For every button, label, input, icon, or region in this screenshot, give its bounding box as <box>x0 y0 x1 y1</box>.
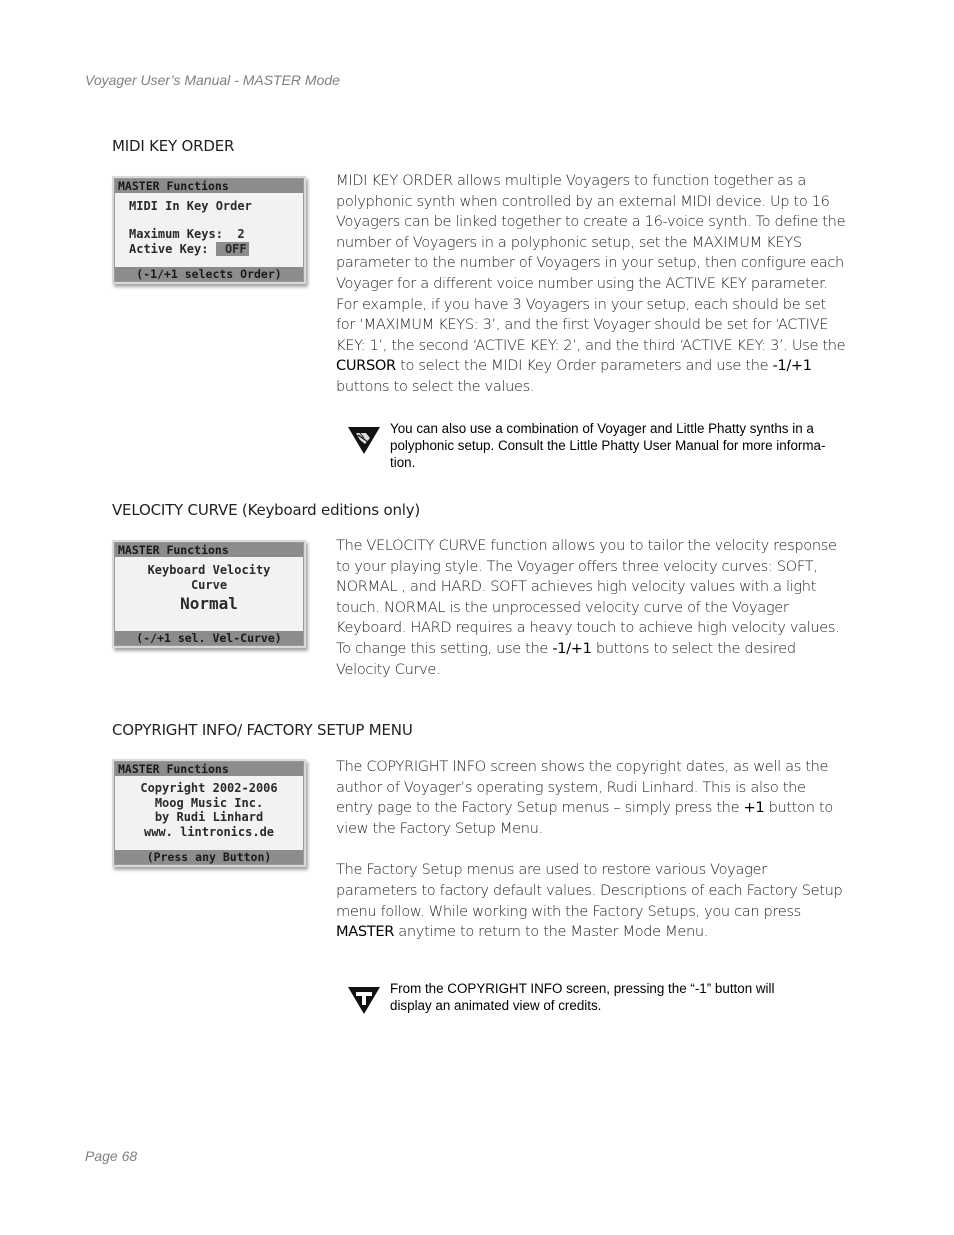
tip-t-icon <box>346 984 382 1016</box>
keyword: -1/+1 <box>772 357 812 375</box>
lcd-line <box>129 242 303 256</box>
keyword: MASTER <box>336 923 395 941</box>
keyword: -1/+1 <box>552 639 592 657</box>
lcd-line: Copyright 2002-2006 <box>140 781 278 795</box>
lcd-label: Active Key: <box>129 242 209 256</box>
text-run: MIDI KEY ORDER allows multiple Voyagers to function together as a polyphonic synth when controlled by an external MIDI device. Up to 16 Voyagers can be linked together to create a 16-voice synth. To define the number of Voyagers in a polyphonic setup, set the MAXIMUM KEYS parameter to the number of Voyagers in your setup, then configure each Voyager for a different voice number using the ACTIVE KEY parameter. For example, if you have 3 Voyagers in your setup, each should be set for ‘MAXIMUM KEYS: 3’, and the first Voyager should be set for ‘ACTIVE KEY: 1’, the second ‘ACTIVE KEY: 2’, and the third ‘ACTIVE KEY: 3’. Use the <box>336 172 846 354</box>
lcd-footer: (Press any Button) <box>115 850 303 864</box>
lcd-line: www. lintronics.de <box>143 825 275 839</box>
body-text-midi-key-order <box>336 171 848 398</box>
text-run: buttons to select the desired Velocity Curve. <box>336 639 796 678</box>
note-text: From the COPYRIGHT INFO screen, pressing the “-1” button will display an animated view of credits. <box>390 981 775 1013</box>
lcd-selected-value: OFF <box>217 242 247 256</box>
note-text: You can also use a combination of Voyager and Little Phatty synths in a polyphonic setup. Consult the Little Phatty User Manual for more informa-tion. <box>390 421 826 470</box>
body-text-copyright-info <box>336 757 846 943</box>
lcd-line: Curve <box>190 578 228 592</box>
lcd-screen-copyright-info <box>112 759 306 867</box>
text-run: buttons to select the values. <box>336 377 535 395</box>
lcd-screen-midi-key-order <box>112 176 306 284</box>
keyword: +1 <box>743 799 765 817</box>
text-run: anytime to return to the Master Mode Menu. <box>394 923 709 941</box>
text-run: to select the MIDI Key Order parameters and use the <box>395 357 773 375</box>
paragraph <box>336 860 846 942</box>
text-run: The Factory Setup menus are used to restore various Voyager parameters to factory default values. Descriptions of each Factory Setup menu follow. While working with the Factory Setups, you can press <box>336 861 843 920</box>
text-run: button to view the Factory Setup Menu. <box>336 799 833 837</box>
keyword: CURSOR <box>336 357 396 375</box>
lcd-line: Maximum Keys: 2 <box>129 227 245 241</box>
section-heading-midi-key-order: MIDI KEY ORDER <box>112 137 235 155</box>
lcd-line: by Rudi Linhard <box>154 810 264 824</box>
lcd-line: Keyboard Velocity <box>147 563 271 577</box>
lcd-title: MASTER Functions <box>115 762 303 776</box>
lcd-footer: (-1/+1 selects Order) <box>115 267 303 281</box>
paragraph <box>336 536 844 680</box>
lcd-title: MASTER Functions <box>115 179 303 193</box>
pointing-hand-icon <box>346 424 382 456</box>
text-run: The COPYRIGHT INFO screen shows the copyright dates, as well as the author of Voyager’s operating system, Rudi Linhard. This is also the entry page to the Factory Setup menus – simply press the <box>336 758 829 817</box>
section-heading-velocity-curve: VELOCITY CURVE (Keyboard editions only) <box>112 501 421 519</box>
lcd-title: MASTER Functions <box>115 543 303 557</box>
text-run: The VELOCITY CURVE function allows you to tailor the velocity response to your playing style. The Voyager offers three velocity curves: SOFT, NORMAL , and HARD. SOFT achieves high velocity values with a light touch. NORMAL is the unprocessed velocity curve of the Voyager Keyboard. HARD requires a heavy touch to achieve high velocity values. To change this setting, use the <box>336 537 840 657</box>
body-text-velocity-curve <box>336 536 844 680</box>
lcd-line: Moog Music Inc. <box>154 796 264 810</box>
page-number: Page 68 <box>85 1148 138 1164</box>
lcd-line: MIDI In Key Order <box>129 199 252 213</box>
paragraph <box>336 171 848 398</box>
lcd-screen-velocity-curve <box>112 540 306 648</box>
paragraph <box>336 757 846 839</box>
section-heading-copyright-info: COPYRIGHT INFO/ FACTORY SETUP MENU <box>112 721 413 739</box>
lcd-footer: (-/+1 sel. Vel-Curve) <box>115 631 303 645</box>
running-head: Voyager User’s Manual - MASTER Mode <box>85 72 340 88</box>
lcd-value: Normal <box>180 594 238 613</box>
